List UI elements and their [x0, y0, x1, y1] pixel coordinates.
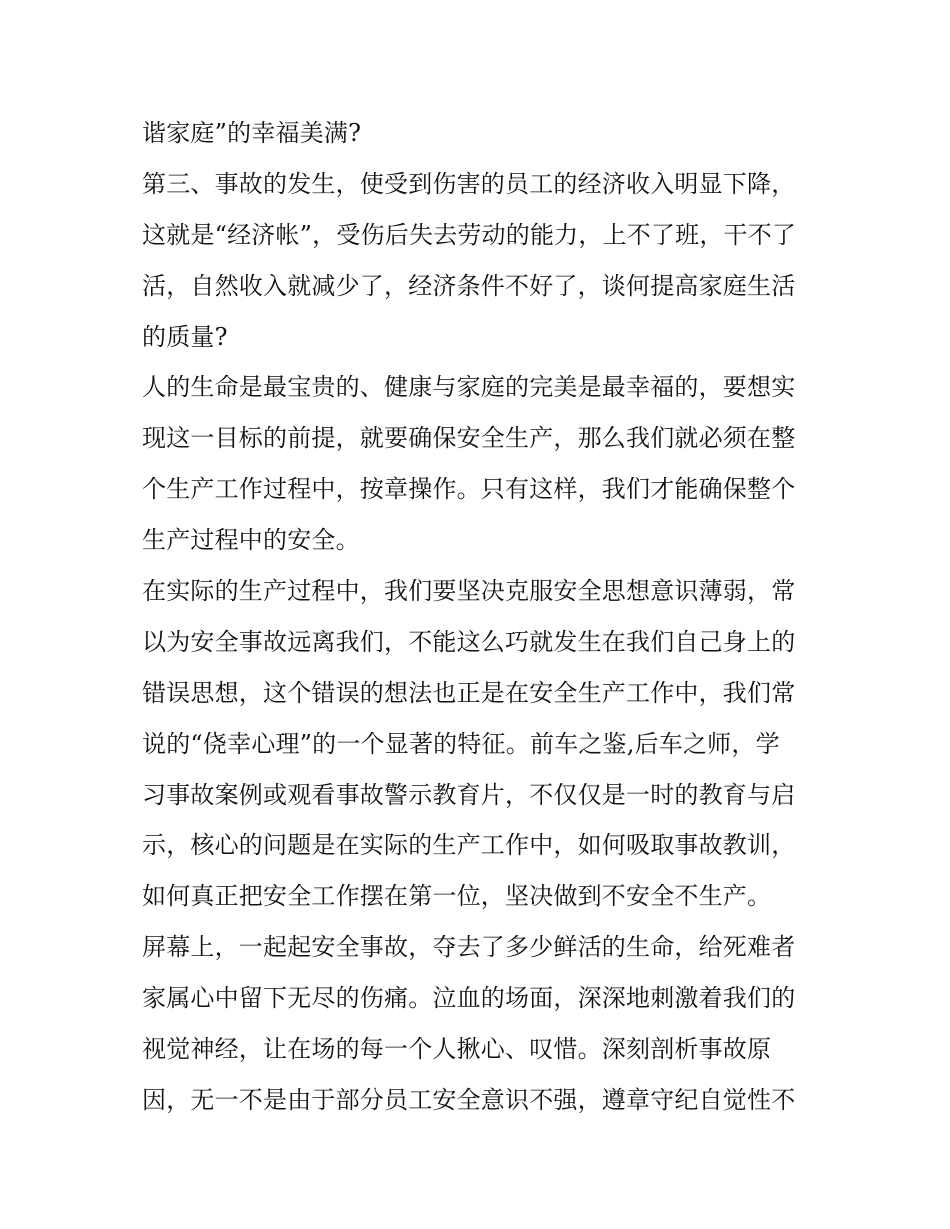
text-line: 示，核心的问题是在实际的生产工作中，如何吸取事故教训，	[142, 831, 796, 860]
text-line: 第三、事故的发生，使受到伤害的员工的经济收入明显下降，	[142, 169, 796, 198]
text-line: 谐家庭”的幸福美满?	[142, 119, 362, 147]
text-line: 在实际的生产过程中，我们要坚决克服安全思想意识薄弱，常	[142, 577, 796, 606]
document-body	[142, 108, 822, 1126]
text-line: 的质量?	[142, 322, 228, 351]
text-line: 个生产工作过程中，按章操作。只有这样，我们才能确保整个	[142, 475, 796, 504]
text-line: 说的“侥幸心理”的一个显著的特征。前车之鉴,后车之师，学	[142, 729, 780, 758]
text-line: 因，无一不是由于部分员工安全意识不强，遵章守纪自觉性不	[142, 1085, 796, 1114]
text-line: 错误思想，这个错误的想法也正是在安全生产工作中，我们常	[142, 678, 796, 707]
text-line: 生产过程中的安全。	[142, 526, 360, 555]
text-line: 家属心中留下无尽的伤痛。泣血的场面，深深地刺激着我们的	[142, 984, 796, 1013]
text-line: 屏幕上，一起起安全事故，夺去了多少鲜活的生命，给死难者	[142, 933, 796, 962]
text-line: 现这一目标的前提，就要确保安全生产，那么我们就必须在整	[142, 424, 796, 453]
text-line: 以为安全事故远离我们，不能这么巧就发生在我们自己身上的	[142, 627, 796, 656]
text-line: 如何真正把安全工作摆在第一位，坚决做到不安全不生产。	[142, 882, 772, 911]
text-line: 习事故案例或观看事故警示教育片，不仅仅是一时的教育与启	[142, 780, 796, 809]
text-line: 视觉神经，让在场的每一个人揪心、叹惜。深刻剖析事故原	[142, 1035, 772, 1064]
text-line: 活，自然收入就减少了，经济条件不好了，谈何提高家庭生活	[142, 271, 796, 300]
text-line: 这就是“经济帐”，受伤后失去劳动的能力，上不了班，干不了	[142, 220, 797, 249]
text-line: 人的生命是最宝贵的、健康与家庭的完美是最幸福的，要想实	[142, 373, 796, 402]
